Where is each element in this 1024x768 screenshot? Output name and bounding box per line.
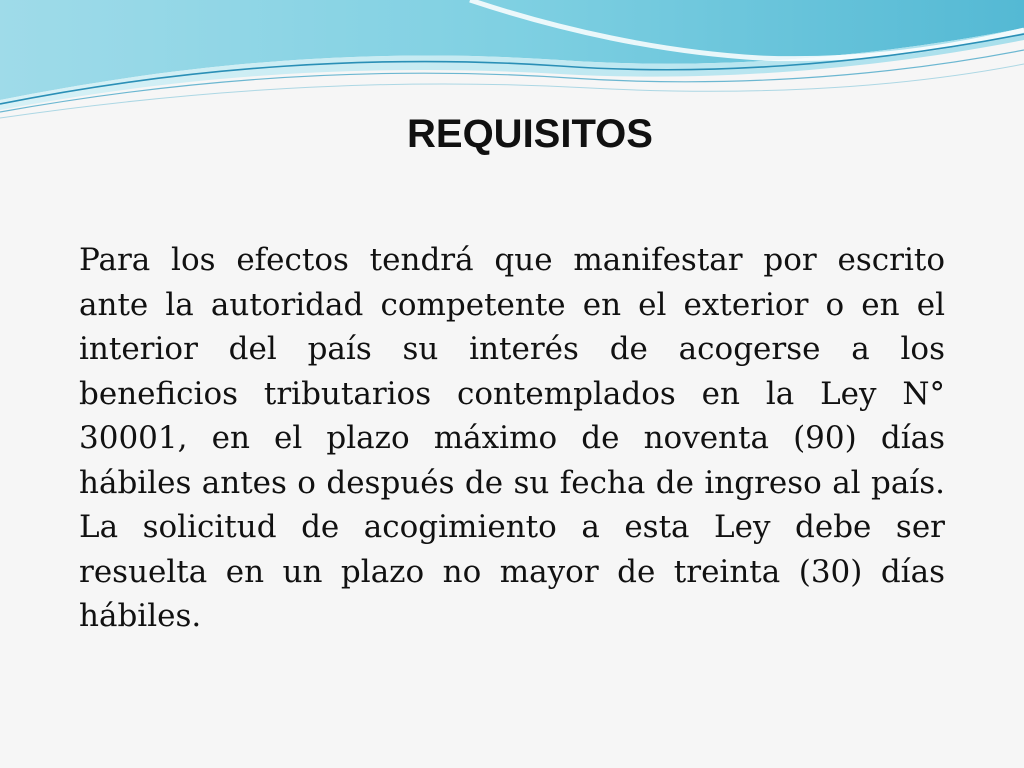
slide-body-paragraph: Para los efectos tendrá que manifestar por escrito ante la autoridad competente en el exterior o en el interior del país su interés de acogerse a los beneficios tributarios contemplados en la Ley N° 30001, en el plazo máximo de noventa (90) días hábiles antes o después de su fecha de ingreso al país. La solicitud de acogimiento a esta Ley debe ser resuelta en un plazo no mayor de treinta (30) días hábiles. <box>79 242 945 634</box>
decorative-wave-header <box>0 0 1024 130</box>
slide-title: REQUISITOS <box>407 112 653 156</box>
